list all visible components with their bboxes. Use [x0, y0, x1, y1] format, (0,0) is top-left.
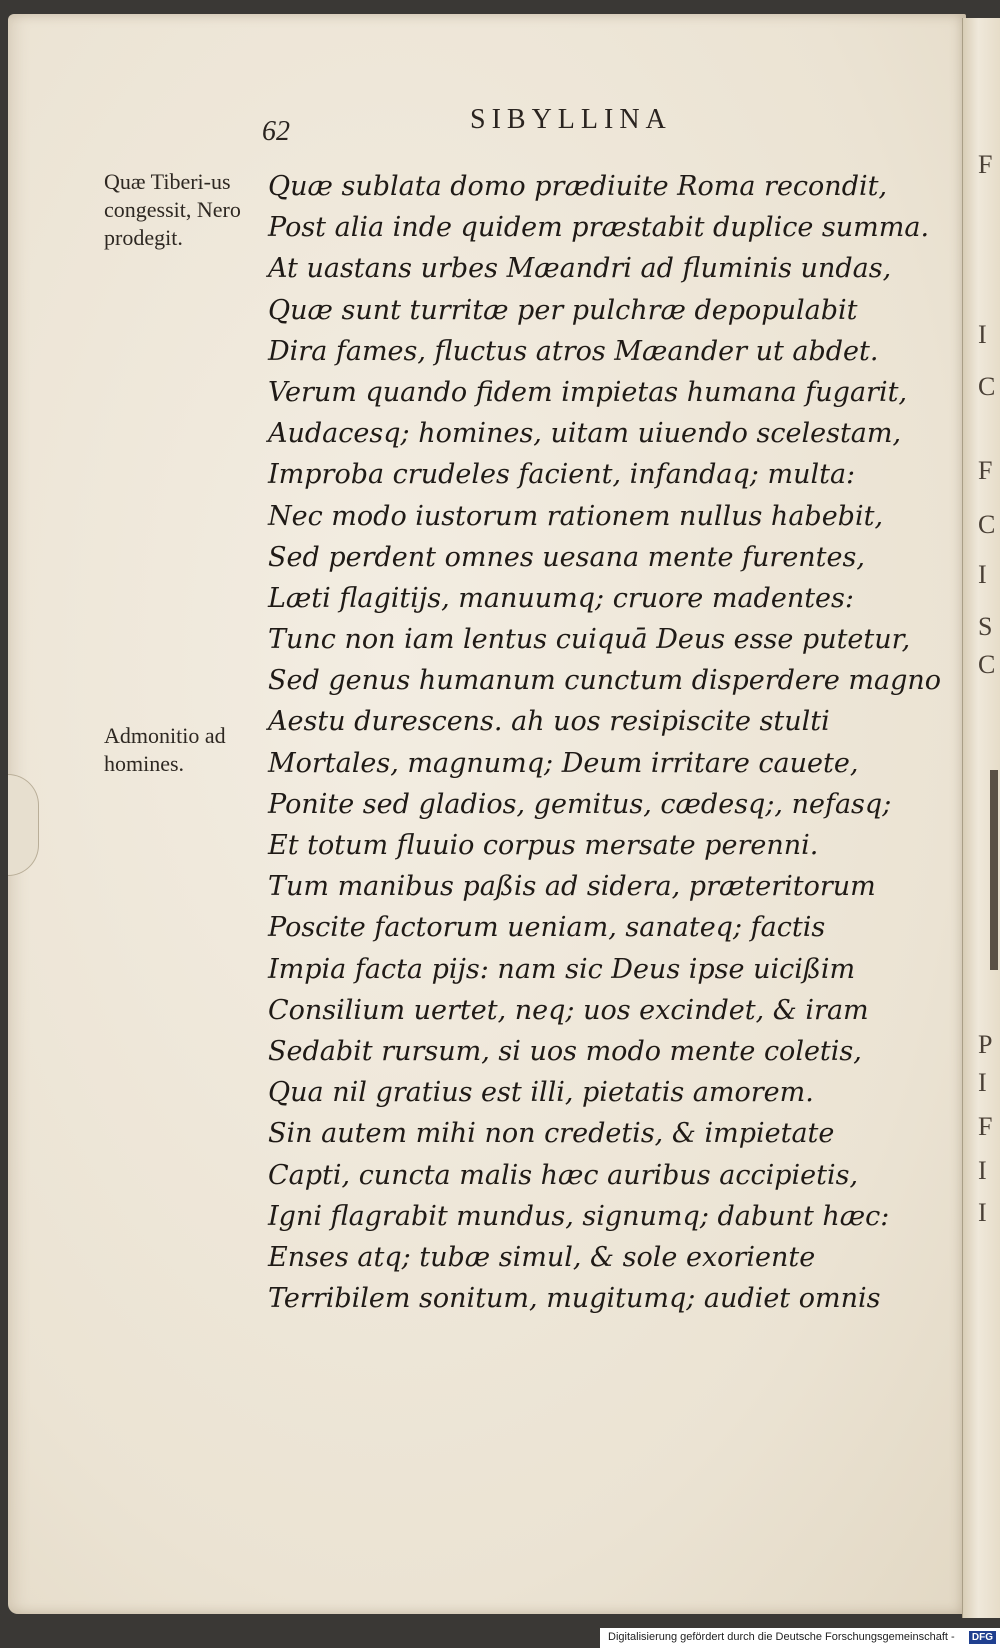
verse-line: Nec modo iustorum rationem nullus habebit, [268, 500, 884, 532]
verse-line: Aestu durescens. ah uos resipiscite stulti [268, 706, 830, 738]
verse-line: Sedabit rursum, si uos modo mente coletis, [268, 1035, 862, 1067]
verse-line: Enses atq; tubæ simul, & sole exoriente [268, 1241, 816, 1273]
verse-line: Quæ sunt turritæ per pulchræ depopulabit [268, 294, 858, 326]
verse-line: Tum manibus paßis ad sidera, præteritorum [268, 871, 876, 903]
verse-line: Sed perdent omnes uesana mente furentes, [268, 541, 865, 573]
verse-line: Capti, cuncta malis hæc auribus accipietis, [268, 1159, 859, 1191]
verse-text [268, 166, 958, 1319]
footer-credit: Digitalisierung gefördert durch die Deutsche Forschungsgemeinschaft - [608, 1631, 955, 1643]
verse-line: Qua nil gratius est illi, pietatis amorem. [268, 1077, 814, 1109]
verse-line: Impia facta pijs: nam sic Deus ipse uicißim [268, 953, 856, 985]
verse-line: Improba crudeles facient, infandaq; multa: [268, 459, 856, 491]
dfg-logo: DFG [969, 1631, 996, 1644]
verse-line: Tunc non iam lentus cuiquā Deus esse putetur, [268, 624, 911, 656]
verse-line: Ponite sed gladios, gemitus, cædesq;, nefasq; [268, 788, 892, 820]
edge-glyph: I [978, 1068, 987, 1097]
verse-line: Igni flagrabit mundus, signumq; dabunt hæc: [268, 1200, 890, 1232]
marginal-note: Quæ Tiberi-us congessit, Nero prodegit. [104, 169, 241, 250]
verse-line: Læti flagitijs, manuumq; cruore madentes: [268, 582, 854, 614]
digitization-footer [600, 1628, 1000, 1648]
verse-line: Dira fames, fluctus atros Mæander ut abdet. [268, 335, 879, 367]
verse-line: Sin autem mihi non credetis, & impietate [268, 1118, 835, 1150]
facing-page-illustration-edge [990, 770, 998, 970]
verse-line: Et totum fluuio corpus mersate perenni. [268, 830, 819, 861]
verse-line: Mortales, magnumq; Deum irritare cauete, [268, 747, 859, 779]
verse-line: Sed genus humanum cunctum disperdere magno [268, 665, 942, 697]
page-number: 62 [262, 116, 290, 147]
edge-glyph: F [978, 1112, 993, 1141]
marginal-note: Admonitio ad homines. [104, 723, 226, 776]
edge-glyph: I [978, 560, 987, 589]
verse-line: Verum quando fidem impietas humana fugarit, [268, 376, 908, 408]
edge-glyph: F [978, 150, 993, 179]
page-fold [8, 774, 39, 876]
verse-line: Poscite factorum ueniam, sanateq; factis [268, 912, 826, 944]
edge-glyph: C [978, 650, 996, 679]
verse-line: Terribilem sonitum, mugitumq; audiet omnis [268, 1283, 881, 1315]
edge-glyph: S [978, 612, 993, 641]
edge-glyph: C [978, 372, 996, 401]
edge-glyph: I [978, 1156, 987, 1185]
edge-glyph: I [978, 320, 987, 349]
verse-line: Quæ sublata domo prædiuite Roma recondit, [268, 171, 888, 202]
verse-line: Consilium uertet, neq; uos excindet, & iram [268, 994, 869, 1026]
verse-line: Post alia inde quidem præstabit duplice summa. [268, 212, 930, 244]
edge-glyph: I [978, 1198, 987, 1227]
running-title: SIBYLLINA [470, 104, 672, 135]
verse-line: At uastans urbes Mæandri ad fluminis undas, [268, 253, 892, 285]
edge-glyph: C [978, 510, 996, 539]
edge-glyph: F [978, 456, 993, 485]
verse-line: Audacesq; homines, uitam uiuendo scelestam, [268, 418, 902, 450]
page-header [0, 100, 1000, 147]
edge-glyph: P [978, 1030, 993, 1059]
